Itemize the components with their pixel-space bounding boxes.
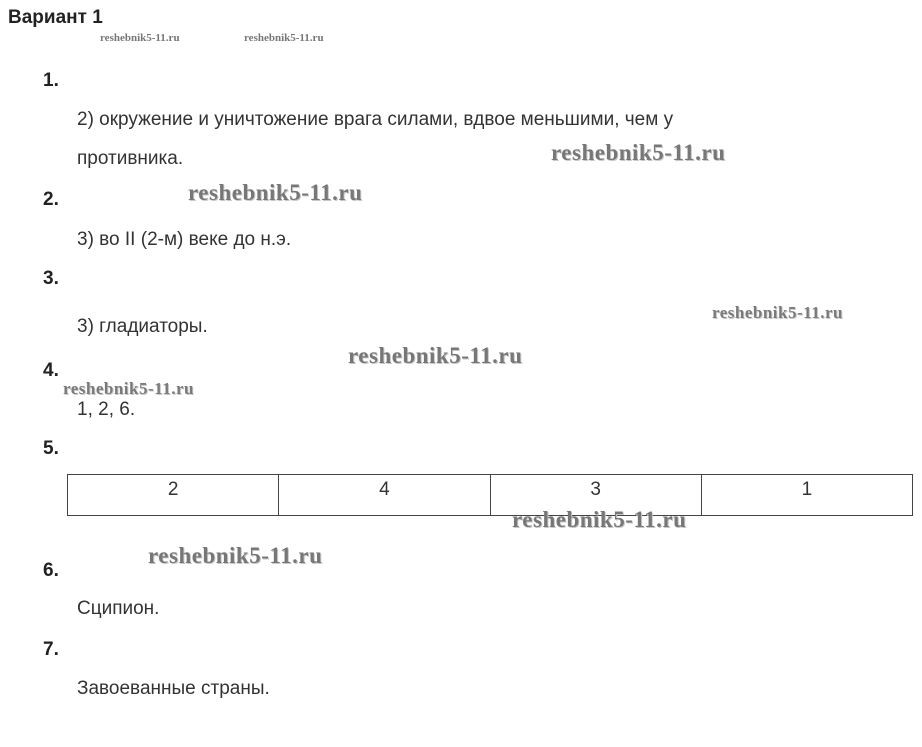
answer-text: 1, 2, 6.: [77, 399, 136, 420]
question-number: 1.: [43, 70, 59, 91]
question-number: 4.: [43, 360, 59, 381]
watermark: reshebnik5-11.ru: [100, 32, 180, 44]
question-number: 7.: [43, 639, 59, 660]
page-title: Вариант 1: [8, 7, 103, 28]
watermark: reshebnik5-11.ru: [512, 507, 687, 532]
table-cell: 1: [701, 475, 912, 516]
question-number: 6.: [43, 560, 59, 581]
question-number: 5.: [43, 438, 59, 459]
table-cell: 3: [490, 475, 701, 516]
answer-text: Сципион.: [77, 598, 160, 619]
table-cell: 4: [279, 475, 490, 516]
watermark: reshebnik5-11.ru: [63, 379, 194, 398]
watermark: reshebnik5-11.ru: [188, 180, 363, 205]
watermark: reshebnik5-11.ru: [348, 343, 523, 368]
question-number: 3.: [43, 268, 59, 289]
answer-text: 3) во II (2-м) веке до н.э.: [77, 229, 292, 250]
watermark: reshebnik5-11.ru: [244, 32, 324, 44]
answer-text: 2) окружение и уничтожение врага силами, вдвое меньшими, чем у: [77, 109, 674, 130]
watermark: reshebnik5-11.ru: [148, 543, 323, 568]
watermark: reshebnik5-11.ru: [551, 140, 726, 165]
answer-text: Завоеванные страны.: [77, 678, 270, 699]
answer-text: 3) гладиаторы.: [77, 316, 208, 337]
watermark: reshebnik5-11.ru: [712, 303, 843, 322]
question-number: 2.: [43, 189, 59, 210]
answer-text: противника.: [77, 148, 184, 169]
table-cell: 2: [68, 475, 279, 516]
table-row: [68, 475, 913, 516]
answer-table: [67, 474, 913, 516]
